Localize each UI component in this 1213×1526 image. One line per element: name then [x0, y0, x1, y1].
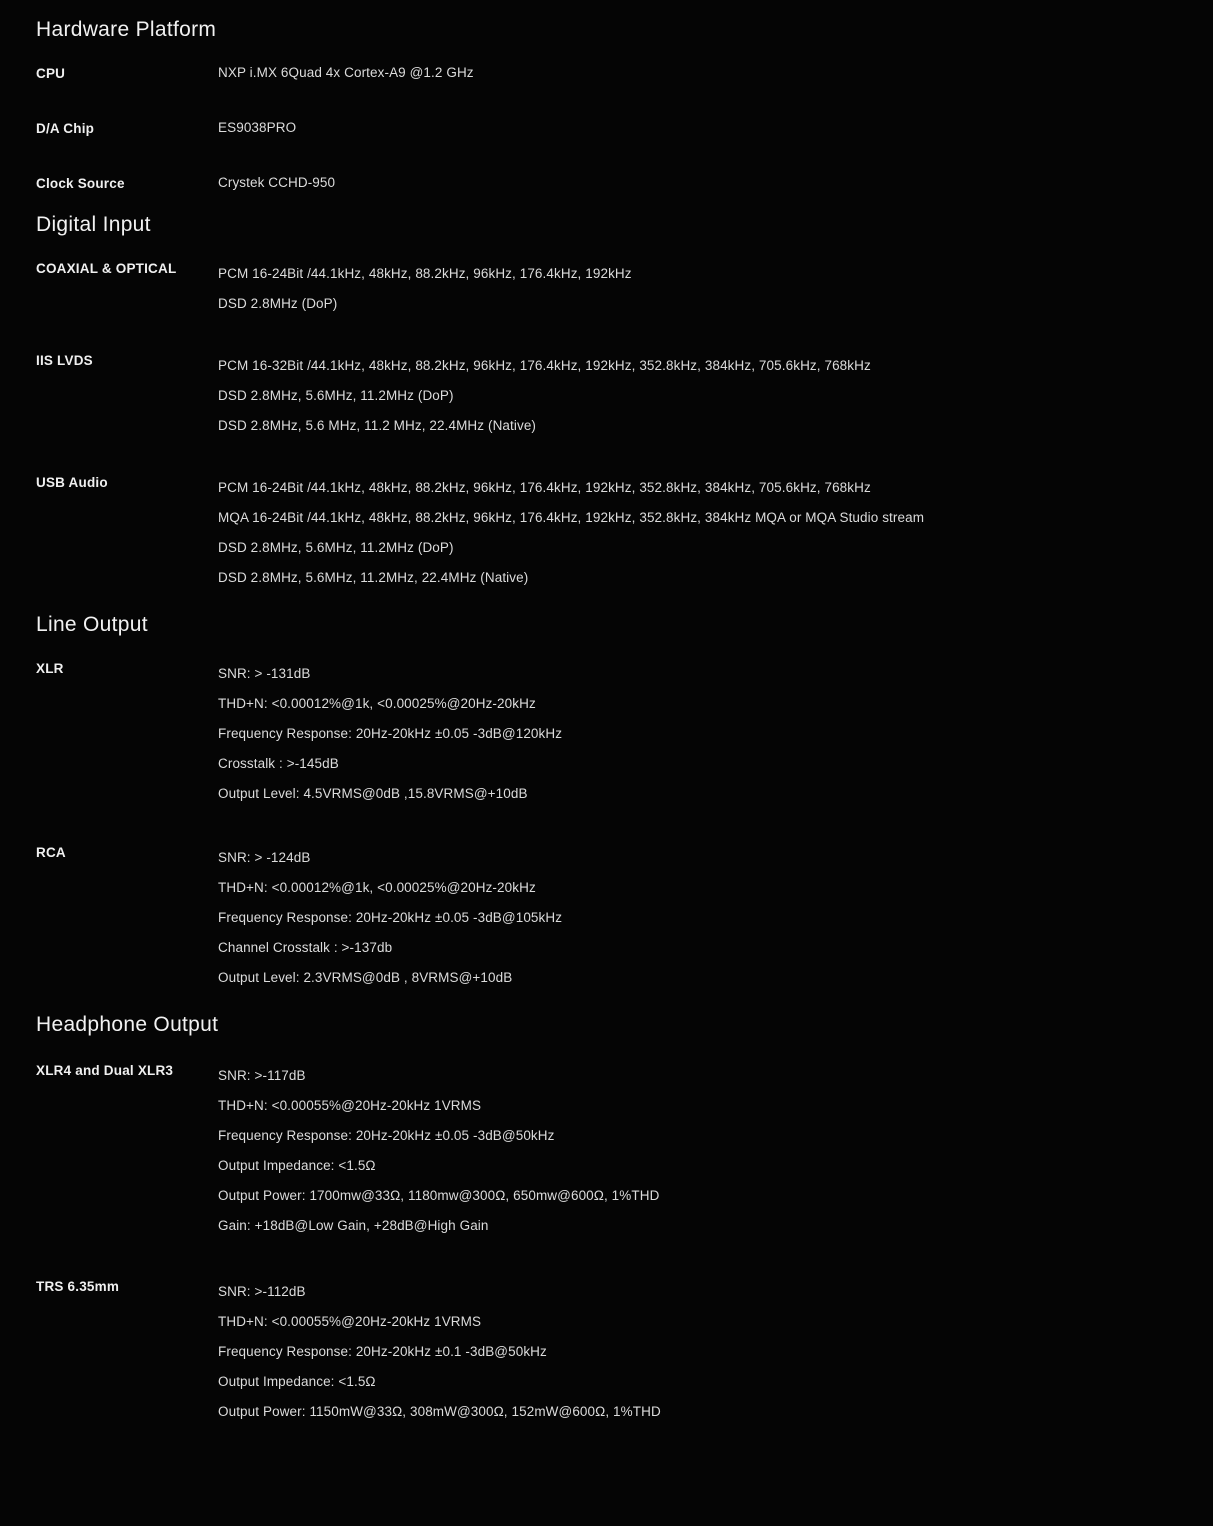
spec-values-trs-635mm — [218, 1277, 1213, 1427]
spec-label-cpu: CPU — [36, 66, 66, 81]
spec-value: Channel Crosstalk : >-137db — [218, 940, 393, 955]
spec-values-xlr4-dual-xlr3 — [218, 1061, 1213, 1241]
spec-label-xlr: XLR — [36, 661, 64, 676]
spec-value: Frequency Response: 20Hz-20kHz ±0.05 -3dB@50kHz — [218, 1128, 555, 1143]
spec-rows-hardware-platform — [0, 64, 1213, 193]
spec-values-coaxial-optical — [218, 259, 1213, 319]
spec-value: DSD 2.8MHz, 5.6 MHz, 11.2 MHz, 22.4MHz (Native) — [218, 418, 537, 433]
spec-rows-headphone-output — [0, 1061, 1213, 1427]
spec-value: Crystek CCHD-950 — [218, 175, 336, 190]
spec-values-cpu — [218, 64, 1213, 82]
spec-label-iis-lvds: IIS LVDS — [36, 353, 93, 368]
section-title-hardware-platform: Hardware Platform — [36, 18, 217, 41]
spec-values-iis-lvds — [218, 351, 1213, 441]
spec-value: THD+N: <0.00055%@20Hz-20kHz 1VRMS — [218, 1098, 482, 1113]
spec-row-coaxial-optical — [0, 259, 1213, 319]
spec-label-xlr4-dual-xlr3: XLR4 and Dual XLR3 — [36, 1063, 174, 1078]
spec-value: Frequency Response: 20Hz-20kHz ±0.05 -3dB@105kHz — [218, 910, 563, 925]
spec-value: THD+N: <0.00012%@1k, <0.00025%@20Hz-20kHz — [218, 696, 536, 711]
section-line-output — [0, 593, 1213, 993]
spec-label-rca: RCA — [36, 845, 66, 860]
spec-value: DSD 2.8MHz (DoP) — [218, 296, 338, 311]
spec-label-clock-source: Clock Source — [36, 176, 125, 191]
spec-values-xlr — [218, 659, 1213, 809]
spec-value: Output Impedance: <1.5Ω — [218, 1374, 376, 1389]
spec-value: Output Power: 1150mW@33Ω, 308mW@300Ω, 152mW@600Ω, 1%THD — [218, 1404, 661, 1419]
section-headphone-output — [0, 993, 1213, 1427]
spec-value: NXP i.MX 6Quad 4x Cortex-A9 @1.2 GHz — [218, 65, 474, 80]
spec-value: SNR: >-112dB — [218, 1284, 306, 1299]
spec-value: SNR: > -124dB — [218, 850, 311, 865]
spec-value: Frequency Response: 20Hz-20kHz ±0.1 -3dB@50kHz — [218, 1344, 547, 1359]
spec-value: DSD 2.8MHz, 5.6MHz, 11.2MHz (DoP) — [218, 388, 454, 403]
spec-value: PCM 16-24Bit /44.1kHz, 48kHz, 88.2kHz, 96kHz, 176.4kHz, 192kHz, 352.8kHz, 384kHz, 705.6kHz, 768kHz — [218, 480, 871, 495]
spec-row-cpu — [0, 64, 1213, 83]
spec-row-xlr4-dual-xlr3 — [0, 1061, 1213, 1241]
section-title-headphone-output: Headphone Output — [36, 1013, 219, 1036]
spec-row-rca — [0, 843, 1213, 993]
spec-row-usb-audio — [0, 473, 1213, 593]
spec-value: Frequency Response: 20Hz-20kHz ±0.05 -3dB@120kHz — [218, 726, 563, 741]
section-title-digital-input: Digital Input — [36, 213, 151, 236]
spec-label-trs-635mm: TRS 6.35mm — [36, 1279, 120, 1294]
spec-values-da-chip — [218, 119, 1213, 137]
spec-value: ES9038PRO — [218, 120, 297, 135]
spec-values-rca — [218, 843, 1213, 993]
spec-value: PCM 16-32Bit /44.1kHz, 48kHz, 88.2kHz, 96kHz, 176.4kHz, 192kHz, 352.8kHz, 384kHz, 705.6kHz, 768kHz — [218, 358, 871, 373]
spec-value: Output Power: 1700mw@33Ω, 1180mw@300Ω, 650mw@600Ω, 1%THD — [218, 1188, 660, 1203]
spec-values-usb-audio — [218, 473, 1213, 593]
spec-value: Gain: +18dB@Low Gain, +28dB@High Gain — [218, 1218, 489, 1233]
spec-rows-line-output — [0, 659, 1213, 993]
spec-rows-digital-input — [0, 259, 1213, 593]
spec-value: THD+N: <0.00055%@20Hz-20kHz 1VRMS — [218, 1314, 482, 1329]
spec-label-da-chip: D/A Chip — [36, 121, 95, 136]
section-digital-input — [0, 193, 1213, 593]
spec-label-usb-audio: USB Audio — [36, 475, 108, 490]
spec-value: SNR: > -131dB — [218, 666, 311, 681]
spec-values-clock-source — [218, 174, 1213, 192]
spec-value: THD+N: <0.00012%@1k, <0.00025%@20Hz-20kHz — [218, 880, 536, 895]
spec-value: DSD 2.8MHz, 5.6MHz, 11.2MHz, 22.4MHz (Native) — [218, 570, 529, 585]
section-hardware-platform — [0, 10, 1213, 193]
spec-value: MQA 16-24Bit /44.1kHz, 48kHz, 88.2kHz, 96kHz, 176.4kHz, 192kHz, 352.8kHz, 384kHz MQA or MQA Studio stream — [218, 510, 925, 525]
spec-value: DSD 2.8MHz, 5.6MHz, 11.2MHz (DoP) — [218, 540, 454, 555]
spec-row-iis-lvds — [0, 351, 1213, 441]
spec-value: Output Level: 4.5VRMS@0dB ,15.8VRMS@+10dB — [218, 786, 528, 801]
spec-value: Output Impedance: <1.5Ω — [218, 1158, 376, 1173]
spec-label-coaxial-optical: COAXIAL & OPTICAL — [36, 261, 177, 276]
spec-value: PCM 16-24Bit /44.1kHz, 48kHz, 88.2kHz, 96kHz, 176.4kHz, 192kHz — [218, 266, 632, 281]
spec-row-clock-source — [0, 174, 1213, 193]
spec-value: Crosstalk : >-145dB — [218, 756, 339, 771]
spec-row-xlr — [0, 659, 1213, 809]
spec-value: Output Level: 2.3VRMS@0dB , 8VRMS@+10dB — [218, 970, 513, 985]
spec-value: SNR: >-117dB — [218, 1068, 306, 1083]
section-title-line-output: Line Output — [36, 613, 148, 636]
spec-row-trs-635mm — [0, 1277, 1213, 1427]
spec-row-da-chip — [0, 119, 1213, 138]
